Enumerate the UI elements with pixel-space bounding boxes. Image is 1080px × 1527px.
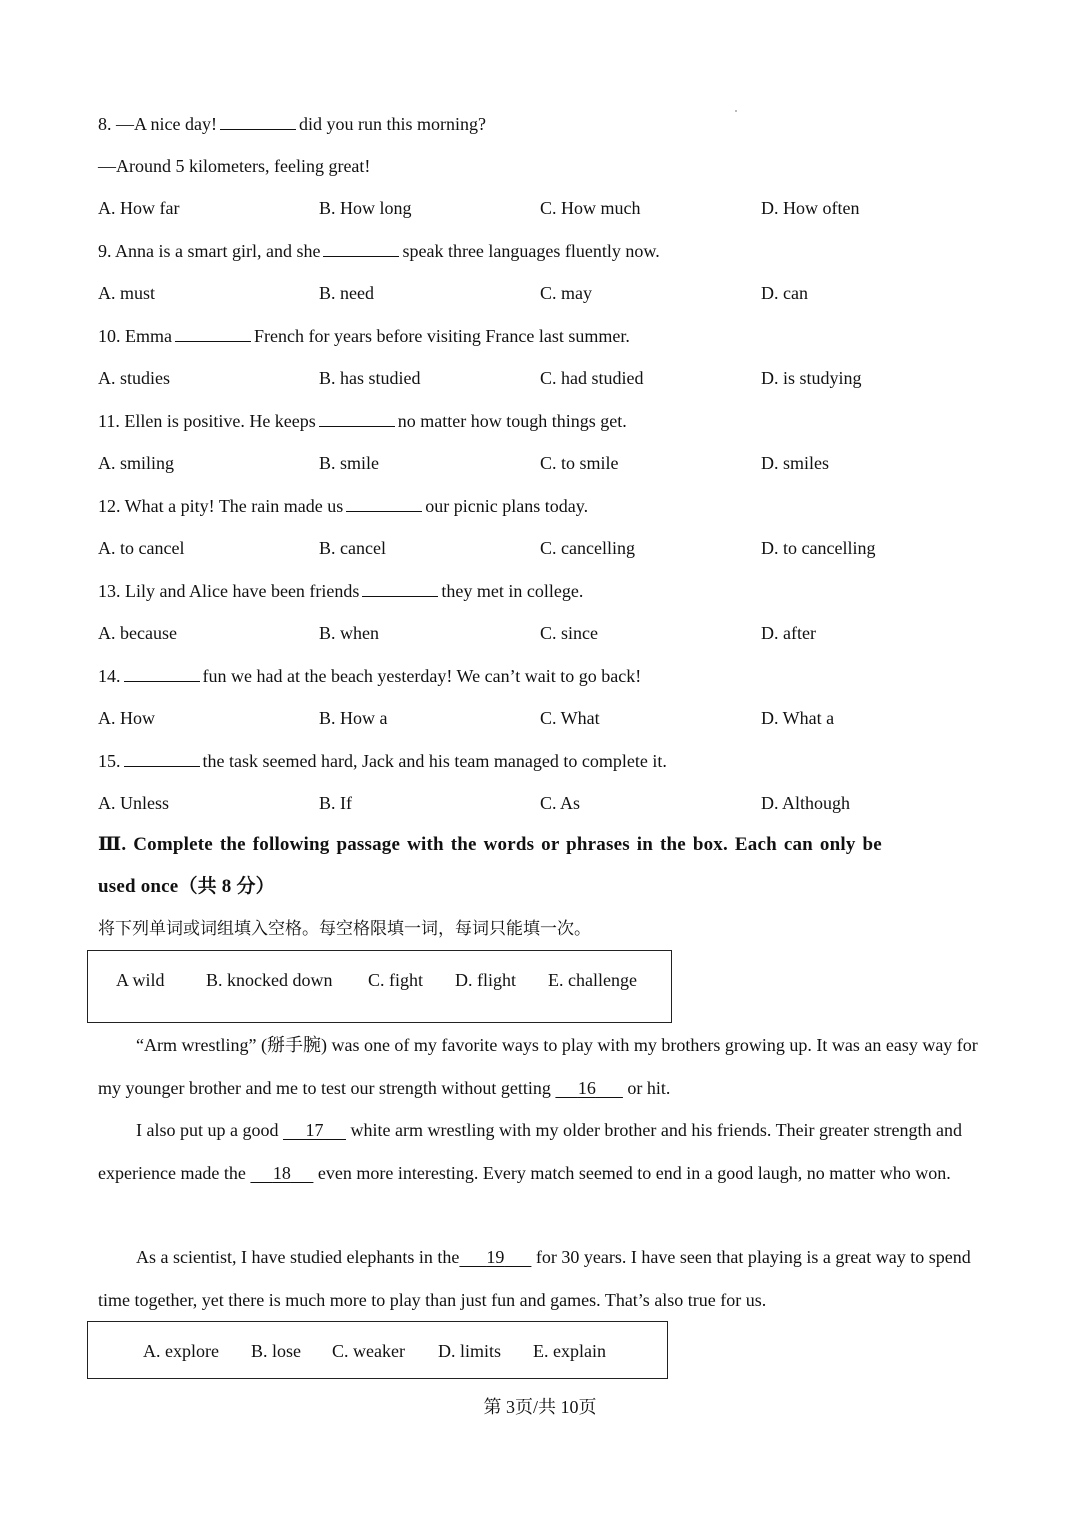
question-10: 10. Emma French for years before visiting France last summer.: [98, 326, 630, 346]
word-option: A. explore: [143, 1341, 219, 1361]
option-d: D. is studying: [761, 368, 862, 388]
option-d: D. after: [761, 623, 816, 643]
passage-paragraph-1: “Arm wrestling” (掰手腕) was one of my favorite ways to play with my brothers growing up. It was an easy way for my younger brother and me to test our strength without getting 16 or hit.: [98, 1035, 978, 1098]
option-a: A. must: [98, 283, 156, 303]
word-option: B. lose: [251, 1341, 302, 1361]
scan-speck: [735, 110, 737, 112]
blank-17: 17: [305, 1120, 324, 1140]
question-15-options: [98, 792, 978, 814]
option-c: C. cancelling: [540, 538, 635, 558]
option-b: B. has studied: [319, 368, 421, 388]
option-b: B. cancel: [319, 538, 386, 558]
option-b: B. How long: [319, 198, 412, 218]
option-a: A. to cancel: [98, 538, 185, 558]
option-c: C. How much: [540, 198, 641, 218]
word-option: D. limits: [438, 1341, 502, 1361]
option-d: D. to cancelling: [761, 538, 876, 558]
question-12: 12. What a pity! The rain made us our picnic plans today.: [98, 496, 589, 516]
option-a: A. because: [98, 623, 177, 643]
option-c: C. to smile: [540, 453, 619, 473]
option-c: C. since: [540, 623, 598, 643]
option-d: D. can: [761, 283, 808, 303]
option-d: D. smiles: [761, 453, 830, 473]
option-a: A. How: [98, 708, 155, 728]
word-option: C. fight: [368, 970, 424, 990]
question-14-options: [98, 707, 978, 729]
answer-blank: [220, 113, 296, 130]
question-13-options: [98, 622, 978, 644]
passage-paragraph-2: I also put up a good 17 white arm wrestling with my older brother and his friends. Their greater strength and experience made the 18 even more interesting. Every match seemed to end in a good laugh, no matter who won.: [98, 1120, 962, 1183]
option-c: C. had studied: [540, 368, 644, 388]
section-3-heading-line2: used once（共 8 分）: [98, 876, 275, 897]
question-8-reply: —Around 5 kilometers, feeling great!: [98, 156, 371, 176]
question-15: 15. the task seemed hard, Jack and his team managed to complete it.: [98, 751, 667, 771]
passage-paragraph-3: As a scientist, I have studied elephants in the 19 for 30 years. I have seen that playing is a great way to spend time together, yet there is much more to play than just fun and games. That’s also true for us.: [98, 1247, 971, 1310]
section-3-instruction: 将下列单词或词组填入空格。每空格限填一词，每词只能填一次。: [98, 919, 591, 939]
word-option: C. weaker: [332, 1341, 405, 1361]
option-a: A. How far: [98, 198, 180, 218]
answer-blank: [175, 325, 251, 342]
option-b: B. If: [319, 793, 352, 813]
option-d: D. What a: [761, 708, 835, 728]
answer-blank: [124, 665, 200, 682]
answer-blank: [124, 750, 200, 767]
question-12-options: [98, 537, 978, 559]
answer-blank: [319, 410, 395, 427]
section-3-heading-line1: Ⅲ. Complete the following passage with the words or phrases in the box. Each can only be: [98, 834, 882, 855]
word-option: A wild: [116, 970, 165, 990]
option-d: D. How often: [761, 198, 860, 218]
option-a: A. smiling: [98, 453, 175, 473]
answer-blank: [346, 495, 422, 512]
blank-16: 16: [577, 1077, 596, 1098]
question-9: 9. Anna is a smart girl, and she speak three languages fluently now.: [98, 241, 660, 261]
question-10-options: [98, 367, 978, 389]
question-11: 11. Ellen is positive. He keeps no matter how tough things get.: [98, 411, 627, 431]
word-option: B. knocked down: [206, 970, 333, 990]
question-8-options: [98, 197, 978, 219]
word-option: D. flight: [455, 970, 516, 990]
option-a: A. Unless: [98, 793, 169, 813]
option-c: C. may: [540, 283, 592, 303]
question-14: 14. fun we had at the beach yesterday! We can’t wait to go back!: [98, 666, 642, 686]
question-11-options: [98, 452, 978, 474]
blank-18: 18: [272, 1162, 291, 1183]
word-box-1: [87, 950, 672, 1023]
question-9-options: [98, 282, 978, 304]
blank-19: 19: [486, 1247, 505, 1267]
option-b: B. smile: [319, 453, 380, 473]
answer-blank: [323, 240, 399, 257]
question-8: 8. —A nice day! did you run this morning?: [98, 114, 486, 134]
word-box-2: [87, 1321, 668, 1379]
option-b: B. How a: [319, 708, 388, 728]
question-13: 13. Lily and Alice have been friends they met in college.: [98, 581, 584, 601]
option-d: D. Although: [761, 793, 851, 813]
word-option: E. explain: [533, 1341, 606, 1361]
answer-blank: [362, 580, 438, 597]
option-a: A. studies: [98, 368, 170, 388]
option-c: C. What: [540, 708, 600, 728]
option-b: B. need: [319, 283, 374, 303]
option-c: C. As: [540, 793, 581, 813]
page-footer: 第 3页/共 10页: [483, 1397, 597, 1417]
option-b: B. when: [319, 623, 379, 643]
word-option: E. challenge: [548, 970, 637, 990]
